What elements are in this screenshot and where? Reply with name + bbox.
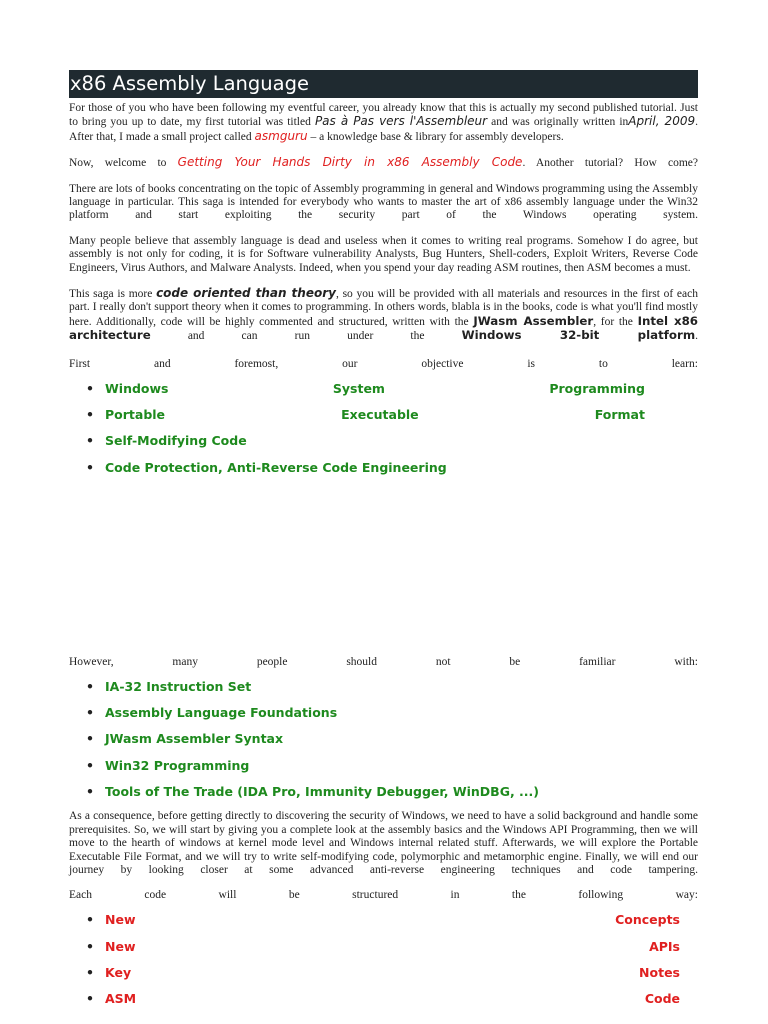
list-item: • New APIs	[69, 937, 698, 963]
familiar-list	[69, 677, 698, 808]
bullet-icon: •	[86, 784, 94, 800]
list-item: • Key Notes	[69, 963, 698, 989]
list-item: • IA-32 Instruction Set	[69, 677, 698, 703]
bullet-icon: •	[86, 380, 94, 396]
bullet-icon: •	[86, 433, 94, 449]
intel-architecture-term: Intel x86 architecture	[69, 313, 698, 343]
bullet-icon: •	[86, 938, 94, 954]
bullet-icon: •	[86, 912, 94, 928]
first-tutorial-title: Pas à Pas vers l'Assembleur	[314, 114, 488, 129]
jwasm-assembler-term: JWasm Assembler	[473, 313, 594, 328]
bullet-icon: •	[86, 731, 94, 747]
tutorial-date: April, 2009	[628, 114, 696, 129]
list-item: • New Concepts	[69, 910, 698, 936]
list-item: • Portable Executable Format	[69, 405, 698, 431]
learn-list	[69, 379, 698, 484]
bullet-icon: •	[86, 406, 94, 422]
bullet-icon: •	[86, 757, 94, 773]
list-item: • Tools of The Trade (IDA Pro, Immunity Debugger, WinDBG, ...)	[69, 782, 698, 808]
code-oriented-emphasis: code oriented than theory	[156, 286, 336, 301]
structure-list	[69, 910, 698, 1015]
bullet-icon: •	[86, 459, 94, 475]
books-paragraph: There are lots of books concentrating on the topic of Assembly programming in general and Windows programming using the Assembly language in particular. This saga is intended for everybody who wants to master the art of x86 assembly language under the Win32 platform and start exploiting the security part of the Windows operating system.	[69, 182, 698, 222]
welcome-paragraph: Now, welcome to Getting Your Hands Dirty in x86 Assembly Code. Another tutorial? How come?	[69, 155, 698, 170]
list-item: • JWasm Assembler Syntax	[69, 729, 698, 755]
belief-paragraph: Many people believe that assembly language is dead and useless when it comes to writing real programs. Somehow I do agree, but assembly is not only for coding, it is for Software vulnerability Analysts, Bug Hunters, Shell-coders, Exploit Writers, Reverse Code Engineers, Virus Authors, and Malware Analysts. Indeed, when you spend your day reading ASM routines, then ASM becomes a must.	[69, 234, 698, 274]
intro-paragraph: For those of you who have been following my eventful career, you already know that this is actually my second published tutorial. Just to bring you up to date, my first tutorial was titled Pas à Pas vers l'Assembleur and was originally written inApril, 2009. After that, I made a small project called asmguru – a knowledge base & library for assembly developers.	[69, 102, 698, 143]
bullet-icon: •	[86, 678, 94, 694]
objective-line: First and foremost, our objective is to learn:	[69, 357, 698, 370]
document-page	[69, 70, 698, 1016]
however-line: However, many people should not be familiar with:	[69, 655, 698, 668]
list-item: • Windows System Programming	[69, 379, 698, 405]
list-item: • Self-Modifying Code	[69, 431, 698, 457]
saga-paragraph: This saga is more code oriented than theory, so you will be provided with all materials and resources in the first of each part. I really don't support theory when it comes to programming. In others words, blabla is in the books, code is what you'll find mostly here. Additionally, code will be highly commented and structured, written with the JWasm Assembler, for the Intel x86 architecture and can run under the Windows 32-bit platform.	[69, 286, 698, 343]
tutorial-title-link[interactable]: Getting Your Hands Dirty in x86 Assembly Code	[177, 155, 523, 170]
bullet-icon: •	[86, 964, 94, 980]
page-title: x86 Assembly Language	[69, 70, 698, 98]
list-item: • Win32 Programming	[69, 756, 698, 782]
consequence-paragraph: As a consequence, before getting directly to discovering the security of Windows, we need to have a solid background and handle some prerequisites. So, we will start by giving you a complete look at the assembly basics and the Windows API Programming, then we will move to the hearth of windows at kernel mode level and Windows internal related stuff. Afterwards, we will explore the Portable Executable File Format, and we will try to write self-modifying code, polymorphic and metamorphic engine. Finally, we will end our journey by looking closer at some advanced anti-reverse engineering techniques and code tampering.	[69, 810, 698, 876]
blank-space	[69, 484, 698, 656]
list-item: • Code Protection, Anti-Reverse Code Engineering	[69, 458, 698, 484]
windows-platform-term: Windows 32-bit platform	[461, 328, 696, 343]
structure-line: Each code will be structured in the following way:	[69, 889, 698, 902]
bullet-icon: •	[86, 705, 94, 721]
bullet-icon: •	[86, 991, 94, 1007]
list-item: • Assembly Language Foundations	[69, 703, 698, 729]
asmguru-link[interactable]: asmguru	[254, 128, 308, 143]
list-item: • ASM Code	[69, 989, 698, 1015]
